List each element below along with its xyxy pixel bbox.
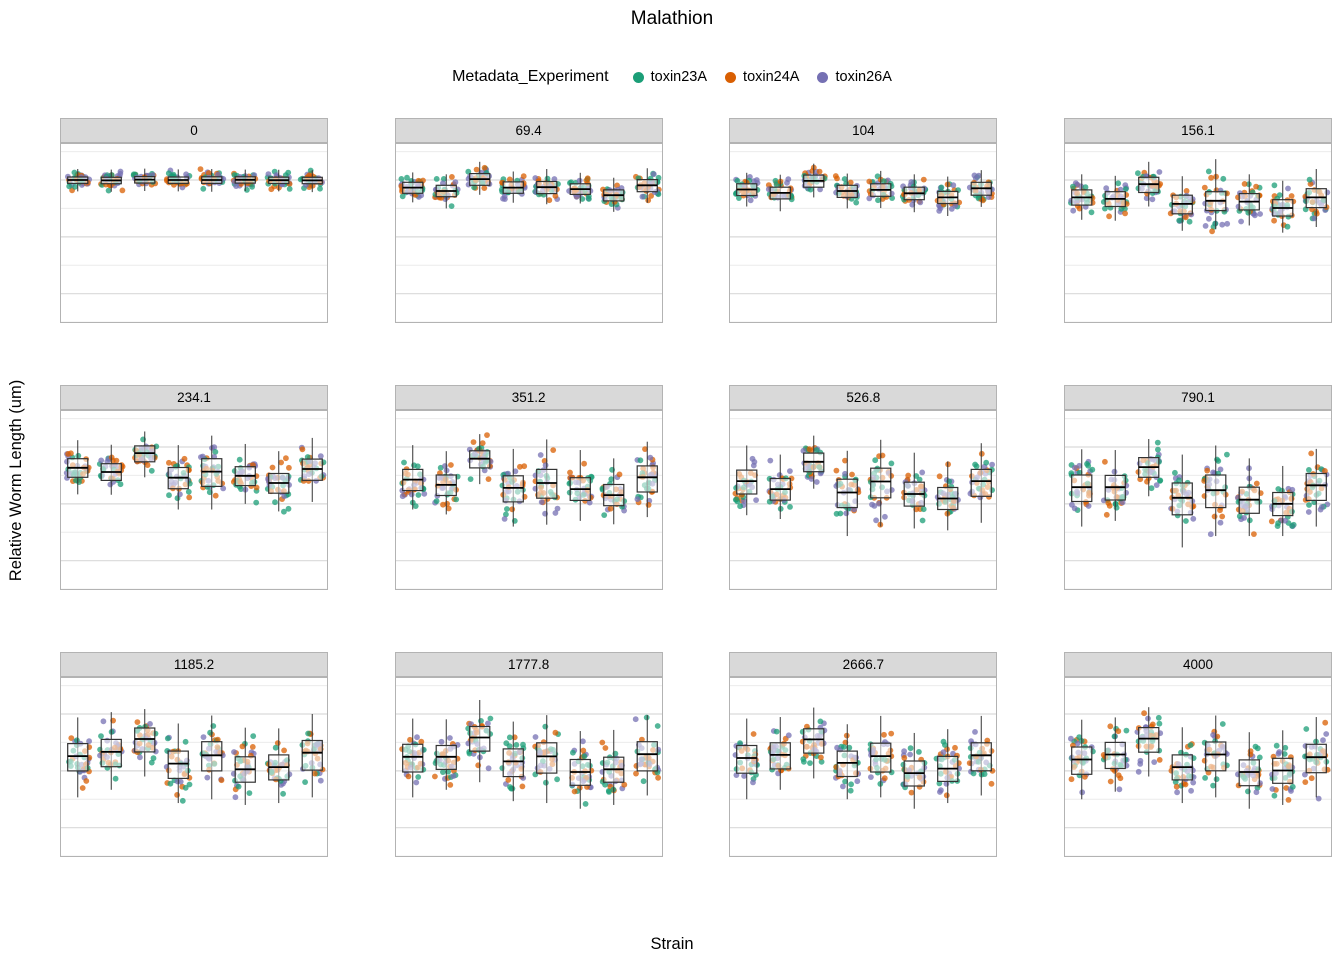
x-axis-label: Strain xyxy=(650,935,694,953)
legend-label-2: toxin26A xyxy=(835,69,892,85)
facet-strip-label: 790.1 xyxy=(1064,385,1332,410)
y-axis-label xyxy=(4,0,30,960)
facet-plot-area xyxy=(60,677,328,857)
y-tick-mark xyxy=(60,447,61,448)
facet-strip-label: 69.4 xyxy=(395,118,663,143)
facet-strip-label: 1185.2 xyxy=(60,652,328,677)
y-tick-mark xyxy=(60,504,61,505)
legend-item-2[interactable] xyxy=(817,69,891,85)
legend-label-0: toxin23A xyxy=(650,69,708,85)
facet-plot-area xyxy=(60,143,328,323)
facet-strip-label: 0 xyxy=(60,118,328,143)
facet-panel-351.2 xyxy=(395,385,663,590)
facet-strip-label: 2666.7 xyxy=(729,652,997,677)
y-tick-mark xyxy=(60,561,61,562)
legend-label-1: toxin24A xyxy=(743,69,800,85)
facet-plot-area xyxy=(1064,143,1332,323)
facet-strip-label: 4000 xyxy=(1064,652,1332,677)
y-tick-mark xyxy=(60,237,61,238)
y-tick-mark xyxy=(60,714,61,715)
legend-swatch-icon xyxy=(725,72,736,83)
y-tick-mark xyxy=(60,294,61,295)
facet-plot-area xyxy=(395,677,663,857)
facet-strip-label: 234.1 xyxy=(60,385,328,410)
facet-strip-label: 526.8 xyxy=(729,385,997,410)
facet-plot-area xyxy=(60,410,328,590)
facet-strip-label: 104 xyxy=(729,118,997,143)
legend xyxy=(0,68,1344,86)
facet-plot-area xyxy=(729,143,997,323)
facet-panel-526.8 xyxy=(729,385,997,590)
facet-strip-label: 351.2 xyxy=(395,385,663,410)
facet-panel-0 xyxy=(60,118,328,323)
legend-item-0[interactable] xyxy=(633,69,707,85)
page-title: Malathion xyxy=(630,8,714,29)
legend-swatch-icon xyxy=(817,72,828,83)
legend-swatch-icon xyxy=(633,72,644,83)
legend-title: Metadata_Experiment xyxy=(452,68,609,85)
facet-panel-2666.7 xyxy=(729,652,997,857)
legend-item-1[interactable] xyxy=(725,69,799,85)
facet-panel-1185.2 xyxy=(60,652,328,857)
facet-panel-1777.8 xyxy=(395,652,663,857)
facet-panel-790.1 xyxy=(1064,385,1332,590)
facet-plot-area xyxy=(729,410,997,590)
facet-plot-area xyxy=(729,677,997,857)
facet-plot-area xyxy=(1064,410,1332,590)
y-axis-label-text: Relative Worm Length (um) xyxy=(7,379,26,581)
facet-panel-69.4 xyxy=(395,118,663,323)
facet-plot-area xyxy=(395,143,663,323)
y-tick-mark xyxy=(60,771,61,772)
facet-plot-area xyxy=(395,410,663,590)
facet-panel-104 xyxy=(729,118,997,323)
y-tick-mark xyxy=(60,828,61,829)
facet-plot-area xyxy=(1064,677,1332,857)
facet-panel-156.1 xyxy=(1064,118,1332,323)
facet-grid xyxy=(60,118,1332,918)
facet-strip-label: 1777.8 xyxy=(395,652,663,677)
facet-panel-4000 xyxy=(1064,652,1332,857)
facet-strip-label: 156.1 xyxy=(1064,118,1332,143)
facet-panel-234.1 xyxy=(60,385,328,590)
y-tick-mark xyxy=(60,180,61,181)
